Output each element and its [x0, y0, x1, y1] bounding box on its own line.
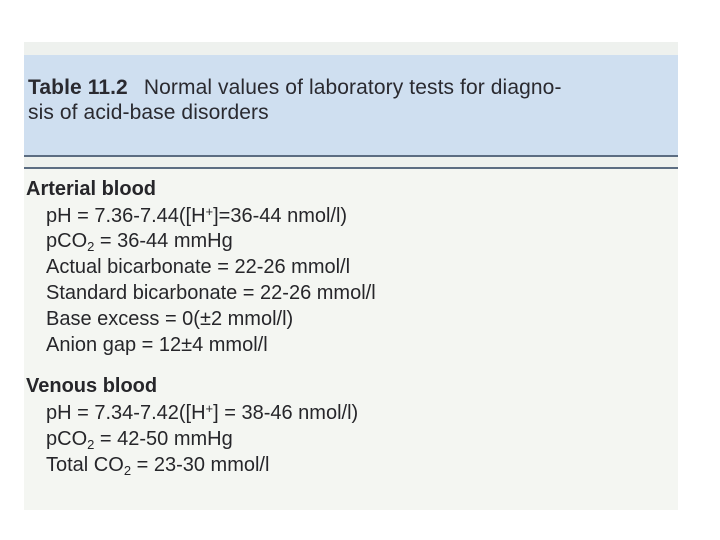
arterial-base-excess-row: Base excess = 0(±2 mmol/l) [46, 308, 294, 330]
venous-blood-heading: Venous blood [26, 375, 158, 397]
arterial-blood-heading: Arterial blood [26, 178, 157, 200]
arterial-actual-bicarbonate-row: Actual bicarbonate = 22-26 mmol/l [46, 256, 351, 278]
table-title-part-1: Normal values of laboratory tests for diagno- [143, 76, 562, 99]
arterial-pco2-row: pCO$_2$ = 36-44 mmHg [46, 230, 233, 254]
table-number: Table 11.2 [28, 76, 128, 99]
venous-pco2-row: pCO$_2$ = 42-50 mmHg [46, 428, 233, 452]
arterial-ph-row: pH = 7.36-7.44([H+]=36-44 nmol/l) [46, 204, 348, 227]
table-caption-line-1 [28, 76, 562, 100]
arterial-anion-gap-row: Anion gap = 12±4 mmol/l [46, 334, 268, 356]
venous-ph-row: pH = 7.34-7.42([H+] = 38-46 nmol/l) [46, 401, 359, 424]
table-title-part-2: sis of acid-base disorders [28, 101, 269, 124]
arterial-standard-bicarbonate-row: Standard bicarbonate = 22-26 mmol/l [46, 282, 376, 304]
scanned-table-image [24, 42, 678, 510]
table-body [24, 167, 678, 510]
venous-total-co2-row: Total $CO_2 = 23-30$ mmol/l [46, 454, 270, 478]
table-caption-box [24, 55, 678, 157]
